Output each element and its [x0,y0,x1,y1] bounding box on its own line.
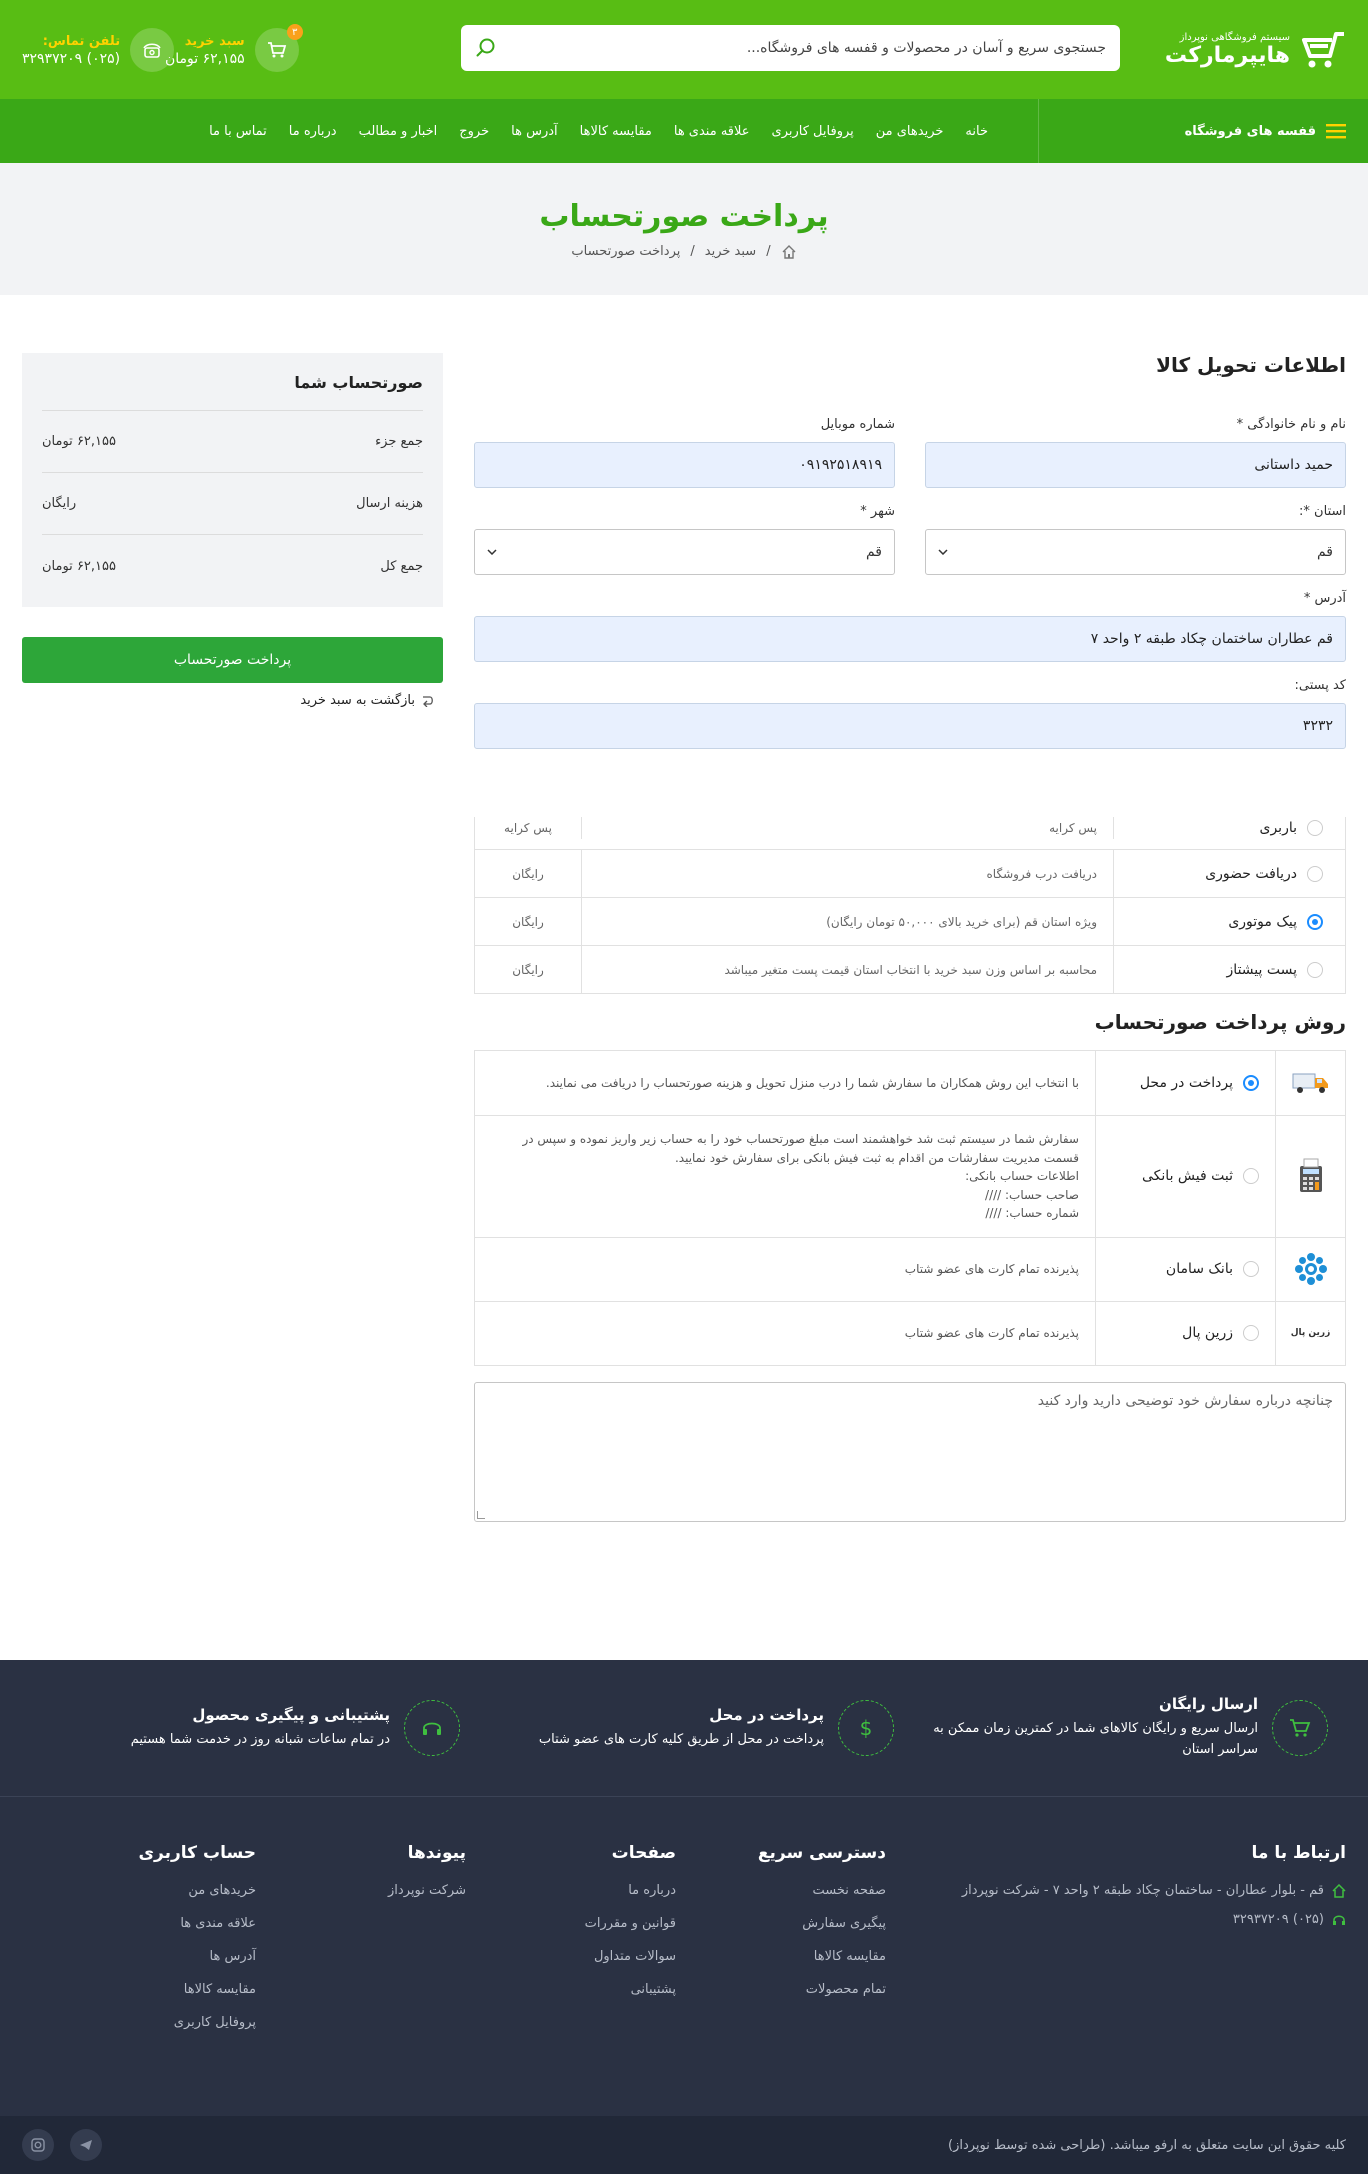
summary-box [22,353,443,607]
payment-desc: سفارش شما در سیستم ثبت شد خواهشمند است مبلغ صورتحساب خود را به حساب زیر واریز نموده و سپس در [522,1132,1079,1146]
postal-code-field[interactable] [474,703,1346,749]
contact-phone: (۰۲۵) ۳۲۹۳۷۲۰۹ [1232,1912,1324,1927]
footer-link[interactable]: پشتیبانی [630,1982,676,1997]
search-icon[interactable] [475,37,497,59]
shipping-row[interactable] [475,897,1345,945]
chevron-down-icon [487,549,497,555]
shipping-row[interactable] [475,817,1345,849]
shipping-desc: پس کرایه [581,817,1113,839]
feature-title: پرداخت در محل [709,1705,824,1724]
footer-link[interactable]: علاقه مندی ها [180,1916,256,1931]
nav-links [209,99,988,163]
shipping-price: رایگان [512,962,544,977]
delivery-form [474,417,1346,765]
feature-desc: ارسال سریع و رایگان کالاهای شما در کمترین زمان ممکن به سراسر استان [933,1721,1258,1757]
nav-profile[interactable]: پروفایل کاربری [771,123,854,139]
copyright-text: کلیه حقوق این سایت متعلق به ارفو میباشد. (طراحی شده توسط نوپرداز) [948,2137,1346,2153]
nav-wishlist[interactable]: علاقه مندی ها [673,123,750,139]
footer-link[interactable]: سوالات متداول [593,1949,676,1964]
nav-about[interactable]: درباره ما [288,123,337,139]
resize-handle[interactable] [477,1511,485,1519]
logo-cart-icon [1298,30,1346,70]
footer-link[interactable]: مقایسه کالاها [183,1982,256,1997]
headset-icon [1332,1913,1346,1927]
main-nav [0,99,1368,163]
page-title-area [0,163,1368,295]
payment-desc: شماره حساب: //// [985,1206,1079,1221]
checkout-form [474,353,1346,1522]
delivery-truck-icon [1275,1051,1345,1115]
shipping-name: پست پیشتاز [1226,961,1297,978]
payment-row[interactable] [475,1301,1345,1365]
feature-support [40,1700,460,1756]
feature-desc: در تمام ساعات شبانه روز در خدمت شما هستیم [130,1731,390,1747]
header-cart[interactable] [165,28,299,72]
logo-tagline: سیستم فروشگاهی نوپرداز [1179,31,1290,43]
site-footer [0,1660,1368,2174]
back-to-cart-label: بازگشت به سبد خرید [300,693,415,708]
feature-cod [474,1700,894,1756]
cart-label: سبد خرید [184,33,245,49]
footer-link[interactable]: شرکت نوپرداز [388,1883,466,1898]
city-select[interactable] [474,529,895,575]
zarinpal-logo-text: زرین پال [1290,1328,1331,1339]
shipping-radio-selected[interactable] [1307,914,1323,930]
footer-column-title: ارتباط با ما [1251,1843,1346,1863]
payment-name: پرداخت در محل [1139,1075,1233,1091]
address-field[interactable] [474,616,1346,662]
shipping-name: پیک موتوری [1228,913,1297,930]
footer-col-account [46,1843,256,2048]
copyright-bar [0,2116,1368,2174]
province-value: قم [1316,544,1333,560]
payment-method-title: روش پرداخت صورتحساب [1094,1010,1346,1034]
nav-addresses[interactable]: آدرس ها [511,123,558,139]
contact-address: قم - بلوار عطاران - ساختمان چکاد طبقه ۲ واحد ۷ - شرکت نوپرداز [961,1883,1324,1898]
nav-my-orders[interactable]: خریدهای من [875,123,944,139]
address-label: آدرس * [1303,591,1346,606]
payment-desc: قسمت مدیریت سفارشات من اقدام به ثبت فیش بانکی برای سفارش خود نمایید. [674,1150,1079,1165]
shipping-price: رایگان [512,866,544,881]
footer-link[interactable]: خریدهای من [188,1883,256,1898]
chevron-down-icon [938,549,948,555]
payment-name: ثبت فیش بانکی [1142,1168,1233,1185]
phone-icon [130,28,174,72]
logo-name: هایپرمارکت [1164,42,1290,68]
cart-total: ۶۲,۱۵۵ تومان [165,50,245,67]
order-notes-placeholder: چنانچه درباره سفارش خود توضیحی دارید وارد کنید [1037,1392,1333,1409]
payment-desc: اطلاعات حساب بانکی: [965,1169,1079,1184]
payment-methods-table [474,1050,1346,1366]
postal-code-label: کد پستی: [1294,678,1346,693]
payment-desc: پذیرنده تمام کارت های عضو شتاب [904,1262,1079,1277]
footer-column-title: پیوندها [407,1843,466,1863]
pay-invoice-button[interactable]: پرداخت صورتحساب [22,637,443,683]
payment-desc: صاحب حساب: //// [985,1187,1079,1202]
payment-radio-selected[interactable] [1243,1075,1259,1091]
footer-link[interactable]: پیگیری سفارش [802,1916,886,1931]
payment-name: زرین پال [1182,1325,1233,1342]
name-label: نام و نام خانوادگی * [1236,417,1346,432]
shipping-row[interactable] [475,849,1345,897]
footer-features [0,1660,1368,1797]
footer-link[interactable]: درباره ما [628,1883,676,1898]
payment-row[interactable] [475,1237,1345,1301]
summary-row-label: جمع جزء [375,434,423,449]
payment-row[interactable] [475,1115,1345,1237]
footer-link[interactable]: مقایسه کالاها [813,1949,886,1964]
header-phone [22,28,174,72]
summary-row-label: هزینه ارسال [356,496,423,511]
shipping-price: پس کرایه [504,821,552,835]
checkout-main [0,295,1368,1660]
site-logo[interactable] [1165,30,1346,70]
feature-title: پشتیبانی و پیگیری محصول [192,1705,390,1724]
payment-row[interactable] [475,1051,1345,1115]
mobile-label: شماره موبایل [820,417,895,432]
headset-icon [404,1700,460,1756]
summary-row-total [42,535,423,597]
footer-column-title: صفحات [611,1843,676,1863]
province-select[interactable] [925,529,1346,575]
payment-radio[interactable] [1243,1168,1259,1184]
summary-row-label: جمع کل [380,558,423,574]
nav-news[interactable]: اخبار و مطالب [358,123,438,139]
shipping-row[interactable] [475,945,1345,993]
footer-link[interactable]: آدرس ها [209,1949,256,1964]
breadcrumb-current: پرداخت صورتحساب [571,244,681,259]
shipping-desc: ویژه استان قم (برای خرید بالای ۵۰,۰۰۰ تومان رایگان) [581,898,1113,945]
cart-icon [255,28,299,72]
shipping-price: رایگان [512,914,544,929]
phone-label: تلفن تماس: [42,33,121,49]
shipping-desc: دریافت درب فروشگاه [581,850,1113,897]
cart-count-badge: ۳ [287,24,303,40]
payment-radio[interactable] [1243,1261,1259,1277]
footer-link[interactable]: صفحه نخست [812,1883,886,1898]
summary-row-value: ۶۲,۱۵۵ تومان [42,434,116,449]
footer-link[interactable]: تمام محصولات [805,1982,886,1997]
nav-logout[interactable]: خروج [459,123,490,139]
home-icon[interactable] [781,244,797,260]
summary-row-shipping [42,473,423,535]
summary-row-value: ۶۲,۱۵۵ تومان [42,558,116,574]
footer-column-title: حساب کاربری [138,1843,256,1863]
footer-column-title: دسترسی سریع [757,1843,886,1863]
order-notes-textarea[interactable] [474,1382,1346,1522]
footer-contact [886,1843,1346,2048]
feature-desc: پرداخت در محل از طریق کلیه کارت های عضو شتاب [538,1731,824,1747]
footer-links [0,1797,1368,2048]
shipping-methods-table [474,817,1346,994]
footer-link[interactable]: پروفایل کاربری [173,2015,256,2030]
footer-col-pages [466,1843,676,2048]
top-header [0,0,1368,99]
city-value: قم [865,544,882,560]
telegram-icon[interactable] [70,2129,102,2161]
full-name-field[interactable] [925,442,1346,488]
shipping-radio[interactable] [1307,866,1323,882]
mobile-field[interactable] [474,442,895,488]
payment-desc: پذیرنده تمام کارت های عضو شتاب [904,1326,1079,1341]
page-title: پرداخت صورتحساب [539,198,829,234]
delivery-info-title: اطلاعات تحویل کالا [1156,353,1346,377]
nav-home[interactable]: خانه [965,123,988,139]
phone-value: (۰۲۵) ۳۲۹۳۷۲۰۹ [22,50,121,67]
instagram-icon[interactable] [22,2129,54,2161]
search-input[interactable] [461,25,1120,71]
footer-col-links [256,1843,466,2048]
city-label: شهر * [860,504,895,519]
saman-bank-logo [1275,1238,1345,1301]
breadcrumb-cart[interactable]: سبد خرید [704,244,757,259]
calculator-icon [1275,1116,1345,1237]
cart-icon [1272,1700,1328,1756]
shipping-radio[interactable] [1307,962,1323,978]
feature-free-shipping [908,1695,1328,1761]
summary-row-subtotal [42,411,423,473]
search-placeholder: جستجوی سریع و آسان در محصولات و قفسه های فروشگاه... [746,40,1106,56]
hamburger-menu-icon [1326,123,1346,139]
payment-name: بانک سامان [1165,1261,1233,1278]
summary-title: صورتحساب شما [42,373,423,411]
invoice-summary [22,353,443,708]
shipping-name: دریافت حضوری [1205,865,1297,882]
shipping-name: باربری [1259,820,1297,836]
back-to-cart-link[interactable] [22,693,443,708]
return-arrow-icon [421,695,435,707]
footer-link[interactable]: قوانین و مقررات [584,1916,676,1931]
social-links [22,2129,102,2161]
nav-compare[interactable]: مقایسه کالاها [579,123,652,139]
home-icon [1332,1884,1346,1898]
footer-col-quick-access [676,1843,886,2048]
shipping-desc: محاسبه بر اساس وزن سبد خرید با انتخاب استان قیمت پست متغیر میباشد [581,946,1113,993]
dollar-icon: $ [838,1700,894,1756]
payment-desc: با انتخاب این روش همکاران ما سفارش شما را درب منزل تحویل و هزینه صورتحساب را دریافت می نمایند. [545,1075,1079,1090]
breadcrumb: / سبد خرید / پرداخت صورتحساب [571,244,796,260]
province-label: استان *: [1299,504,1346,519]
zarinpal-logo [1275,1302,1345,1365]
payment-radio[interactable] [1243,1325,1259,1341]
feature-title: ارسال رایگان [1159,1695,1258,1714]
shipping-radio[interactable] [1307,820,1323,836]
categories-label: قفسه های فروشگاه [1184,123,1316,139]
nav-contact[interactable]: تماس با ما [209,123,267,139]
categories-menu-button[interactable] [1038,99,1368,163]
summary-row-value: رایگان [42,496,77,511]
